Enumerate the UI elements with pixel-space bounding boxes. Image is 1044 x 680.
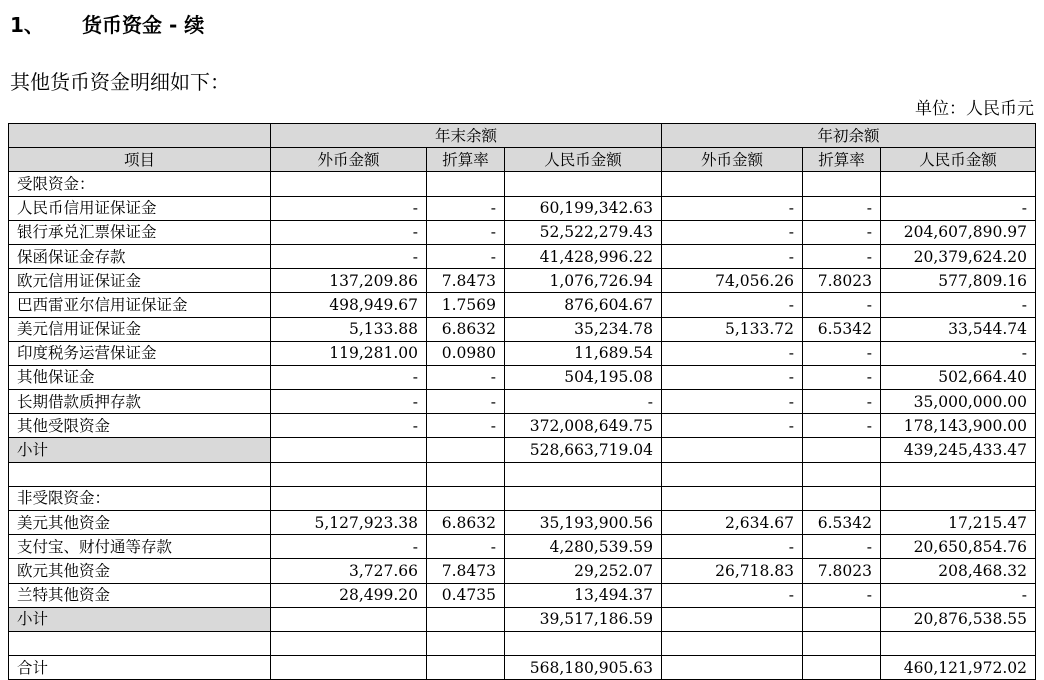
row-value: - bbox=[427, 390, 505, 414]
table-row bbox=[9, 317, 1036, 341]
col-header-item: 项目 bbox=[9, 148, 271, 172]
row-value: - bbox=[427, 196, 505, 220]
row-value: 7.8023 bbox=[803, 559, 881, 583]
row-value bbox=[881, 631, 1036, 655]
row-value: - bbox=[803, 535, 881, 559]
row-value: - bbox=[271, 535, 427, 559]
table-row bbox=[9, 341, 1036, 365]
row-value bbox=[271, 631, 427, 655]
row-value bbox=[427, 462, 505, 486]
row-value: - bbox=[427, 535, 505, 559]
row-value bbox=[662, 486, 803, 510]
table-body bbox=[9, 172, 1036, 680]
row-value: 372,008,649.75 bbox=[505, 414, 662, 438]
row-value: 577,809.16 bbox=[881, 269, 1036, 293]
row-value: - bbox=[662, 244, 803, 268]
row-value: 17,215.47 bbox=[881, 511, 1036, 535]
row-value bbox=[803, 631, 881, 655]
row-label: 其他受限资金 bbox=[9, 414, 271, 438]
table-row bbox=[9, 220, 1036, 244]
group-header-row bbox=[9, 124, 1036, 148]
row-value: - bbox=[427, 365, 505, 389]
row-value: - bbox=[271, 365, 427, 389]
col-header-rate: 折算率 bbox=[427, 148, 505, 172]
row-value: 6.5342 bbox=[803, 317, 881, 341]
row-value bbox=[881, 486, 1036, 510]
table-row bbox=[9, 244, 1036, 268]
row-value: 502,664.40 bbox=[881, 365, 1036, 389]
row-value: 0.0980 bbox=[427, 341, 505, 365]
row-value: 7.8473 bbox=[427, 559, 505, 583]
row-value: - bbox=[271, 414, 427, 438]
row-value: - bbox=[662, 535, 803, 559]
row-value: 3,727.66 bbox=[271, 559, 427, 583]
row-label: 非受限资金： bbox=[9, 486, 271, 510]
col-header-rmb-amount: 人民币金额 bbox=[505, 148, 662, 172]
row-label bbox=[9, 462, 271, 486]
row-value: 439,245,433.47 bbox=[881, 438, 1036, 462]
row-value: 1.7569 bbox=[427, 293, 505, 317]
row-value: 208,468.32 bbox=[881, 559, 1036, 583]
row-value: - bbox=[427, 244, 505, 268]
row-label: 保函保证金存款 bbox=[9, 244, 271, 268]
row-value: 137,209.86 bbox=[271, 269, 427, 293]
row-label: 受限资金： bbox=[9, 172, 271, 196]
col-header-foreign-amount: 外币金额 bbox=[662, 148, 803, 172]
row-value bbox=[662, 172, 803, 196]
row-value: - bbox=[881, 341, 1036, 365]
row-value bbox=[427, 172, 505, 196]
row-value: 20,379,624.20 bbox=[881, 244, 1036, 268]
row-value: 178,143,900.00 bbox=[881, 414, 1036, 438]
subtotal-row bbox=[9, 607, 1036, 631]
row-value bbox=[881, 462, 1036, 486]
intro-text: 其他货币资金明细如下： bbox=[10, 70, 230, 94]
row-value: 29,252.07 bbox=[505, 559, 662, 583]
row-value: - bbox=[662, 341, 803, 365]
row-value: - bbox=[881, 293, 1036, 317]
other-monetary-funds-table bbox=[8, 123, 1036, 680]
table-row bbox=[9, 656, 1036, 680]
table-row bbox=[9, 462, 1036, 486]
col-header-rate: 折算率 bbox=[803, 148, 881, 172]
table-row bbox=[9, 293, 1036, 317]
row-label: 巴西雷亚尔信用证保证金 bbox=[9, 293, 271, 317]
row-value bbox=[427, 486, 505, 510]
table-row bbox=[9, 511, 1036, 535]
row-value: 35,193,900.56 bbox=[505, 511, 662, 535]
row-value: - bbox=[662, 414, 803, 438]
row-value: 26,718.83 bbox=[662, 559, 803, 583]
table-row bbox=[9, 196, 1036, 220]
row-value: 7.8023 bbox=[803, 269, 881, 293]
row-value: 39,517,186.59 bbox=[505, 607, 662, 631]
row-value: 13,494.37 bbox=[505, 583, 662, 607]
row-value: 119,281.00 bbox=[271, 341, 427, 365]
col-header-rmb-amount: 人民币金额 bbox=[881, 148, 1036, 172]
row-value bbox=[803, 438, 881, 462]
row-value: - bbox=[427, 220, 505, 244]
row-value bbox=[505, 631, 662, 655]
row-value: - bbox=[803, 220, 881, 244]
row-value: 60,199,342.63 bbox=[505, 196, 662, 220]
row-value: - bbox=[803, 341, 881, 365]
table-row bbox=[9, 583, 1036, 607]
row-value: 5,133.72 bbox=[662, 317, 803, 341]
col-header-foreign-amount: 外币金额 bbox=[271, 148, 427, 172]
row-value: - bbox=[803, 293, 881, 317]
row-value: - bbox=[662, 365, 803, 389]
table-row bbox=[9, 535, 1036, 559]
row-value bbox=[662, 607, 803, 631]
table-row bbox=[9, 486, 1036, 510]
column-header-row bbox=[9, 148, 1036, 172]
row-value: 6.8632 bbox=[427, 511, 505, 535]
row-value: 11,689.54 bbox=[505, 341, 662, 365]
row-value: 6.5342 bbox=[803, 511, 881, 535]
table-row bbox=[9, 631, 1036, 655]
row-label: 印度税务运营保证金 bbox=[9, 341, 271, 365]
row-label: 小计 bbox=[9, 607, 271, 631]
row-value: 33,544.74 bbox=[881, 317, 1036, 341]
row-value bbox=[662, 438, 803, 462]
row-value: - bbox=[803, 365, 881, 389]
row-value: 35,234.78 bbox=[505, 317, 662, 341]
row-value: 28,499.20 bbox=[271, 583, 427, 607]
table-row bbox=[9, 414, 1036, 438]
row-value: - bbox=[505, 390, 662, 414]
row-value: 5,133.88 bbox=[271, 317, 427, 341]
row-value: - bbox=[662, 293, 803, 317]
row-value: 2,634.67 bbox=[662, 511, 803, 535]
row-value: 20,876,538.55 bbox=[881, 607, 1036, 631]
table-row bbox=[9, 172, 1036, 196]
row-value: 7.8473 bbox=[427, 269, 505, 293]
row-value: - bbox=[803, 196, 881, 220]
group-year-end: 年末余额 bbox=[271, 124, 662, 148]
currency-unit: 单位：人民币元 bbox=[915, 99, 1034, 119]
row-value bbox=[427, 656, 505, 680]
row-value: - bbox=[803, 390, 881, 414]
row-value: 4,280,539.59 bbox=[505, 535, 662, 559]
row-value: - bbox=[881, 196, 1036, 220]
row-label: 合计 bbox=[9, 656, 271, 680]
row-value bbox=[505, 462, 662, 486]
row-value: - bbox=[271, 390, 427, 414]
row-label: 美元其他资金 bbox=[9, 511, 271, 535]
row-label: 其他保证金 bbox=[9, 365, 271, 389]
row-value: - bbox=[271, 244, 427, 268]
row-value: 498,949.67 bbox=[271, 293, 427, 317]
table-row bbox=[9, 269, 1036, 293]
row-value bbox=[505, 172, 662, 196]
row-label: 欧元其他资金 bbox=[9, 559, 271, 583]
subtotal-row bbox=[9, 438, 1036, 462]
row-value: 504,195.08 bbox=[505, 365, 662, 389]
row-value bbox=[803, 656, 881, 680]
row-value: 568,180,905.63 bbox=[505, 656, 662, 680]
row-value bbox=[427, 631, 505, 655]
row-value: - bbox=[803, 583, 881, 607]
row-label: 人民币信用证保证金 bbox=[9, 196, 271, 220]
row-value: 52,522,279.43 bbox=[505, 220, 662, 244]
row-value bbox=[271, 607, 427, 631]
row-value: - bbox=[662, 196, 803, 220]
row-value: 41,428,996.22 bbox=[505, 244, 662, 268]
row-value: - bbox=[271, 220, 427, 244]
group-year-begin: 年初余额 bbox=[662, 124, 1036, 148]
row-value bbox=[662, 631, 803, 655]
row-value: 20,650,854.76 bbox=[881, 535, 1036, 559]
row-value: - bbox=[271, 196, 427, 220]
row-label: 美元信用证保证金 bbox=[9, 317, 271, 341]
row-value: 74,056.26 bbox=[662, 269, 803, 293]
row-value bbox=[271, 462, 427, 486]
row-label: 支付宝、财付通等存款 bbox=[9, 535, 271, 559]
row-label: 欧元信用证保证金 bbox=[9, 269, 271, 293]
row-value: 35,000,000.00 bbox=[881, 390, 1036, 414]
row-value: - bbox=[881, 583, 1036, 607]
row-value bbox=[427, 607, 505, 631]
row-label: 兰特其他资金 bbox=[9, 583, 271, 607]
row-value: 6.8632 bbox=[427, 317, 505, 341]
row-value: 528,663,719.04 bbox=[505, 438, 662, 462]
row-value bbox=[271, 438, 427, 462]
row-value bbox=[803, 462, 881, 486]
row-value bbox=[662, 462, 803, 486]
row-value: 460,121,972.02 bbox=[881, 656, 1036, 680]
empty-header-cell bbox=[9, 124, 271, 148]
row-value bbox=[803, 486, 881, 510]
row-label bbox=[9, 631, 271, 655]
section-number: 1、 bbox=[10, 13, 44, 37]
row-value: 0.4735 bbox=[427, 583, 505, 607]
row-value bbox=[662, 656, 803, 680]
row-value: 5,127,923.38 bbox=[271, 511, 427, 535]
row-value bbox=[881, 172, 1036, 196]
table-row bbox=[9, 365, 1036, 389]
row-value: - bbox=[803, 414, 881, 438]
row-value bbox=[271, 486, 427, 510]
row-value bbox=[803, 607, 881, 631]
row-value: - bbox=[662, 220, 803, 244]
row-label: 银行承兑汇票保证金 bbox=[9, 220, 271, 244]
row-label: 长期借款质押存款 bbox=[9, 390, 271, 414]
row-label: 小计 bbox=[9, 438, 271, 462]
row-value bbox=[427, 438, 505, 462]
row-value: 1,076,726.94 bbox=[505, 269, 662, 293]
row-value: 876,604.67 bbox=[505, 293, 662, 317]
row-value: 204,607,890.97 bbox=[881, 220, 1036, 244]
table-row bbox=[9, 559, 1036, 583]
row-value bbox=[271, 172, 427, 196]
row-value bbox=[271, 656, 427, 680]
section-heading bbox=[10, 10, 204, 40]
row-value bbox=[505, 486, 662, 510]
table-row bbox=[9, 390, 1036, 414]
section-title: 货币资金 - 续 bbox=[82, 13, 205, 37]
row-value: - bbox=[427, 414, 505, 438]
row-value: - bbox=[662, 390, 803, 414]
row-value: - bbox=[662, 583, 803, 607]
row-value: - bbox=[803, 244, 881, 268]
row-value bbox=[803, 172, 881, 196]
